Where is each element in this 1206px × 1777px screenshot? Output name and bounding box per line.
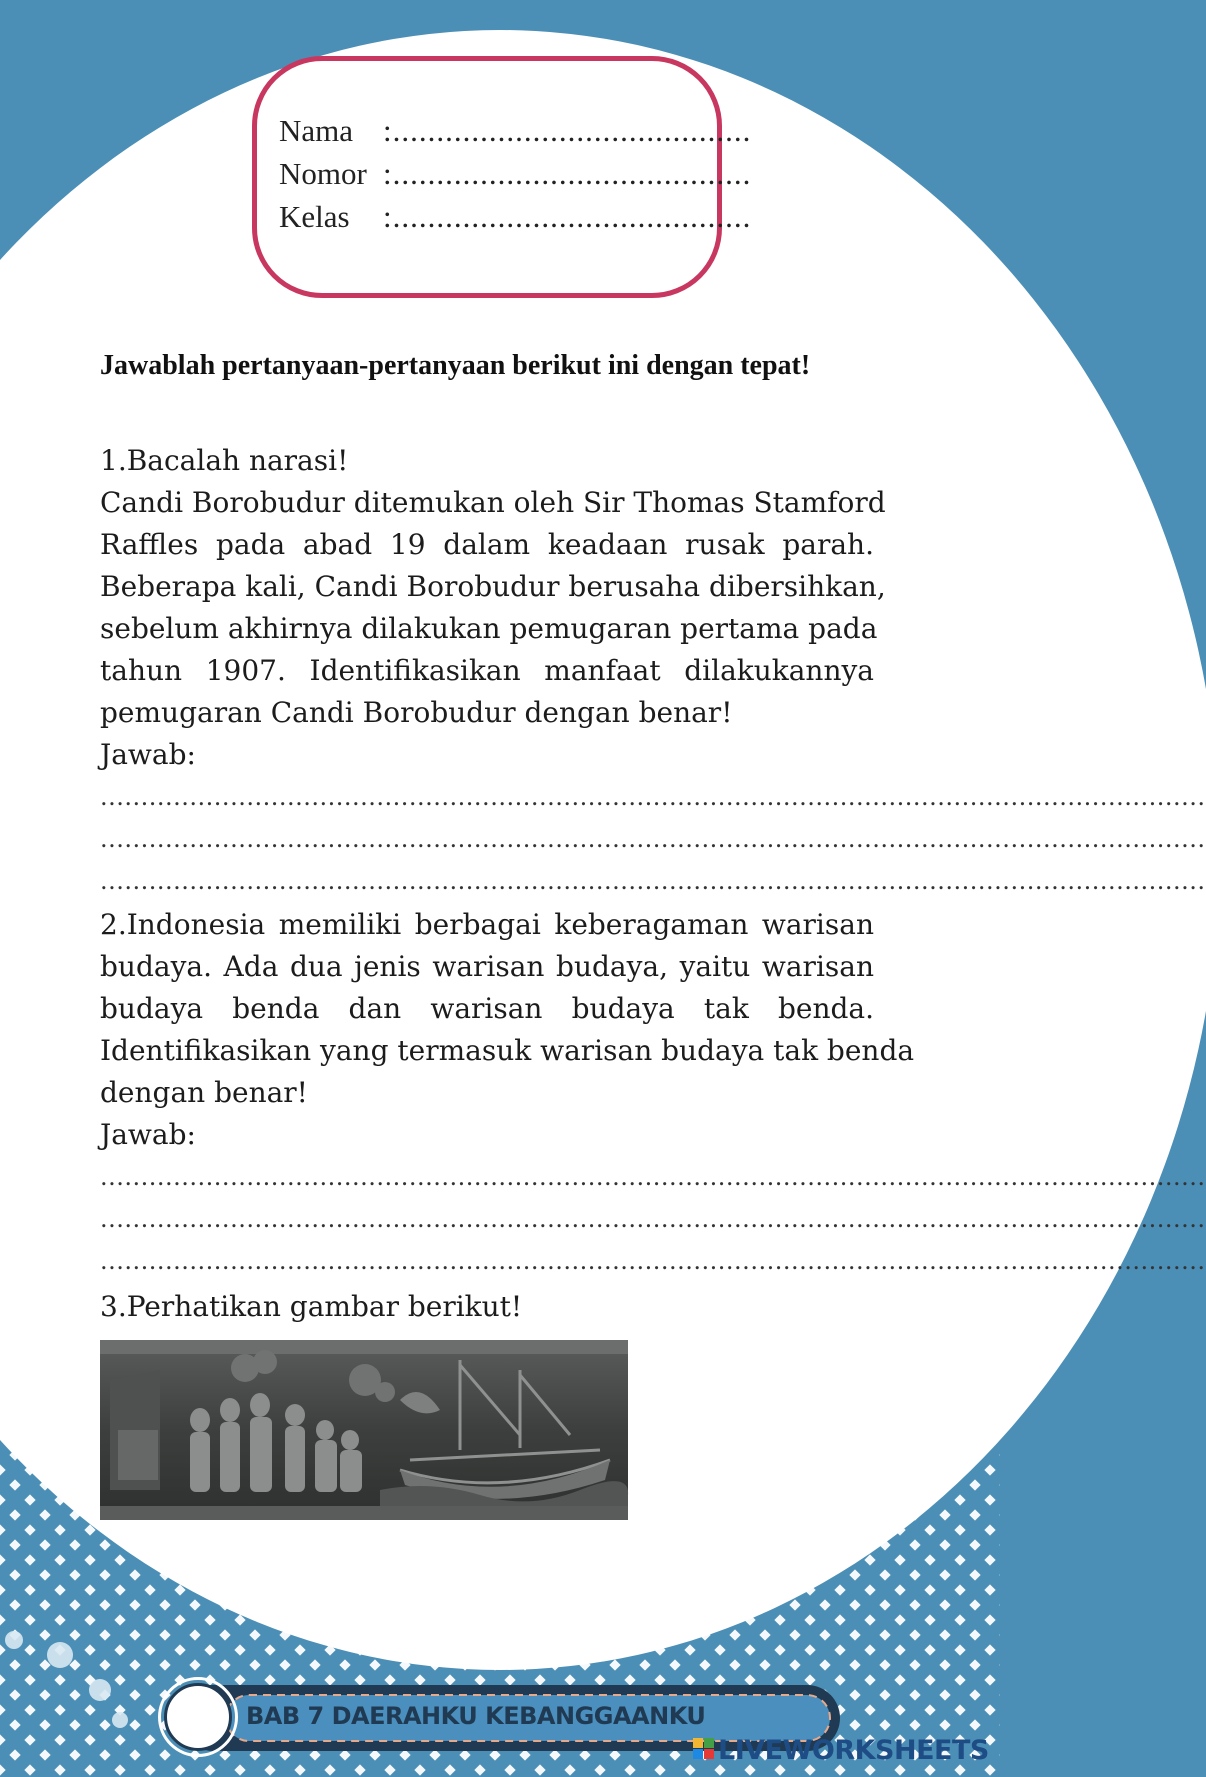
question-1-answer-line[interactable]: ........................................................................................................................................ <box>100 867 1206 895</box>
question-1-text-line: Raffles pada abad 19 dalam keadaan rusak parah. <box>100 528 874 561</box>
student-info-card <box>252 56 752 298</box>
name-field-row[interactable] <box>279 113 751 149</box>
name-label: Nama <box>279 113 354 148</box>
number-field-row[interactable] <box>279 156 751 192</box>
question-1-text-line: Candi Borobudur ditemukan oleh Sir Thomas Stamford <box>100 486 886 519</box>
instruction-heading: Jawablah pertanyaan-pertanyaan berikut ini dengan tepat! <box>100 350 811 381</box>
question-1-title: 1.Bacalah narasi! <box>100 444 349 477</box>
question-2-text-line: dengan benar! <box>100 1076 308 1109</box>
class-field-row[interactable] <box>279 199 751 235</box>
chapter-title: BAB 7 DAERAHKU KEBANGGAANKU <box>246 1702 706 1730</box>
question-1-text-line: sebelum akhirnya dilakukan pemugaran pertama pada <box>100 612 878 645</box>
question-1-text-line: Beberapa kali, Candi Borobudur berusaha dibersihkan, <box>100 570 886 603</box>
borobudur-relief-image <box>100 1340 628 1520</box>
question-2-answer-label: Jawab: <box>100 1118 196 1151</box>
question-1-answer-line[interactable]: ........................................................................................................................................ <box>100 783 1206 811</box>
question-2-title: 2.Indonesia memiliki berbagai keberagaman warisan <box>100 908 874 941</box>
question-2-answer-line[interactable]: ........................................................................................................................................ <box>100 1247 1206 1275</box>
question-1-text-line: pemugaran Candi Borobudur dengan benar! <box>100 696 733 729</box>
name-input-line[interactable]: :......................................... <box>383 113 752 148</box>
number-label: Nomor <box>279 156 367 191</box>
chapter-badge-circle <box>164 1683 232 1751</box>
question-2-answer-line[interactable]: ........................................................................................................................................ <box>100 1163 1206 1191</box>
class-input-line[interactable]: :......................................... <box>383 199 752 234</box>
question-1-answer-line[interactable]: ........................................................................................................................................ <box>100 825 1206 853</box>
number-input-line[interactable]: :......................................... <box>383 156 752 191</box>
liveworksheets-logo-icon <box>693 1738 715 1760</box>
liveworksheets-brand: LIVEWORKSHEETS <box>718 1735 989 1766</box>
question-3-title: 3.Perhatikan gambar berikut! <box>100 1290 523 1323</box>
question-2-text-line: budaya. Ada dua jenis warisan budaya, yaitu warisan <box>100 950 874 983</box>
question-1-answer-label: Jawab: <box>100 738 196 771</box>
question-2-text-line: Identifikasikan yang termasuk warisan budaya tak benda <box>100 1034 915 1067</box>
class-label: Kelas <box>279 199 350 234</box>
question-1-text-line: tahun 1907. Identifikasikan manfaat dilakukannya <box>100 654 874 687</box>
question-2-answer-line[interactable]: ........................................................................................................................................ <box>100 1205 1206 1233</box>
question-2-text-line: budaya benda dan warisan budaya tak benda. <box>100 992 874 1025</box>
